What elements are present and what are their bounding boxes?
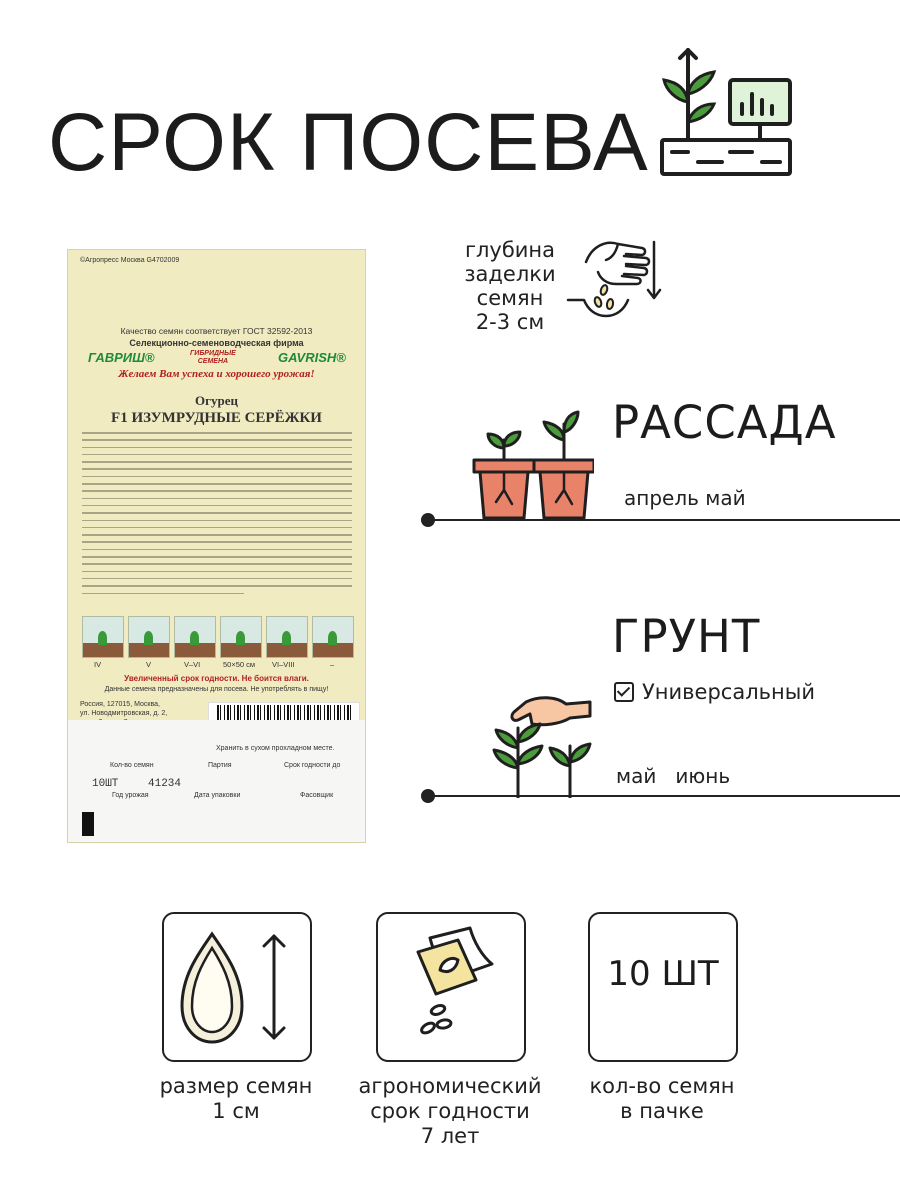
packet-wish: Желаем Вам успеха и хорошего урожая! <box>118 368 315 380</box>
packet-stage-4 <box>220 616 262 658</box>
packet-stage-3 <box>174 616 216 658</box>
packet-brand-mid-2: СЕМЕНА <box>197 358 229 365</box>
packet-copyright: ©Агропресс Москва G4702009 <box>80 257 180 264</box>
packet-count-value: 10ШТ <box>92 778 119 790</box>
packet-brand-mid-1: ГИБРИДНЫЕ <box>190 350 236 357</box>
shelf-life-title1: агрономический <box>358 1074 542 1098</box>
packet-col-packer: Фасовщик <box>300 792 334 799</box>
shelf-life-card <box>376 912 526 1062</box>
seedling-title: РАССАДА <box>612 396 837 449</box>
packet-crop: Огурец <box>194 393 238 408</box>
packet-col-pack-date: Дата упаковки <box>194 792 241 799</box>
soil-type-label: Универсальный <box>642 680 815 704</box>
seed-count-title1: кол-во семян <box>589 1074 735 1098</box>
packet-stage-6 <box>312 616 354 658</box>
seed-size-title: размер семян <box>159 1074 313 1098</box>
packet-col-expiry: Срок годности до <box>284 762 341 769</box>
packet-year-value: 41234 <box>148 778 182 790</box>
packet-black-mark <box>82 812 94 836</box>
sowing-depth-line2: заделки <box>464 262 556 286</box>
packet-stage-5 <box>266 616 308 658</box>
packet-col-party: Партия <box>208 762 232 769</box>
seed-size-value: 1 см <box>212 1099 260 1123</box>
packet-stage-label: V–VI <box>184 660 201 669</box>
packet-col-count: Кол-во семян <box>110 762 154 769</box>
shelf-life-value: 7 лет <box>420 1124 480 1148</box>
packet-col-year: Год урожая <box>112 792 149 799</box>
page-title: СРОК ПОСЕВА <box>48 97 649 188</box>
sowing-depth-value: 2-3 см <box>475 310 545 334</box>
packet-address: Россия, 127015, Москва, ул. Новодмитровская, д. 2, <box>80 701 168 717</box>
packet-variety: F1 ИЗУМРУДНЫЕ СЕРЁЖКИ <box>111 410 322 426</box>
shelf-life-title2: срок годности <box>370 1099 530 1123</box>
seed-size-label <box>126 1074 346 1124</box>
packet-sowing-note: Данные семена предназначены для посева. Не употреблять в пищу! <box>104 686 329 693</box>
packet-expiry-note: Увеличенный срок годности. Не боится влаги. <box>124 674 309 683</box>
seed-packet-icon <box>378 914 524 1060</box>
seedling-timeline <box>428 519 900 521</box>
seed-size-icon <box>164 914 310 1060</box>
soil-type <box>614 680 815 704</box>
packet-stage-label: V <box>146 660 152 669</box>
seedling-pots-icon <box>470 410 594 522</box>
seedling-months: апрель май <box>624 486 746 510</box>
packet-stage-2 <box>128 616 170 658</box>
packet-stage-label: IV <box>94 660 102 669</box>
packet-stage-label: 50×50 см <box>223 660 256 669</box>
packet-firm: Селекционно-семеноводческая фирма <box>129 338 304 348</box>
plant-growth-icon <box>658 44 794 180</box>
ground-months: май июнь <box>616 764 731 788</box>
checkbox-checked-icon <box>614 682 634 702</box>
hand-sowing-seeds-icon <box>566 232 670 324</box>
packet-brand-en: GAVRISH® <box>278 350 346 365</box>
packet-stage-label: – <box>330 660 335 669</box>
sowing-depth-line3: семян <box>476 286 544 310</box>
packet-store-note: Хранить в сухом прохладном месте. <box>216 745 335 752</box>
seed-count-title2: в пачке <box>620 1099 704 1123</box>
seed-count-card <box>588 912 738 1062</box>
packet-stage-label: VI–VIII <box>272 660 295 669</box>
hand-planting-icon <box>474 684 600 798</box>
ground-timeline <box>428 795 900 797</box>
ground-title: ГРУНТ <box>612 610 761 663</box>
sowing-depth-line1: глубина <box>464 238 556 262</box>
seed-packet-image <box>68 250 365 842</box>
shelf-life-label <box>340 1074 560 1149</box>
packet-brand-mid <box>190 350 236 366</box>
seed-size-card <box>162 912 312 1062</box>
packet-brand-ru: ГАВРИШ® <box>88 350 155 365</box>
seed-count-label <box>552 1074 772 1124</box>
seed-count-value: 10 ШТ <box>607 954 719 994</box>
packet-description-text <box>82 432 352 610</box>
packet-stage-1 <box>82 616 124 658</box>
sowing-depth-label <box>454 238 566 334</box>
packet-quality: Качество семян соответствует ГОСТ 32592-2013 <box>120 326 313 336</box>
